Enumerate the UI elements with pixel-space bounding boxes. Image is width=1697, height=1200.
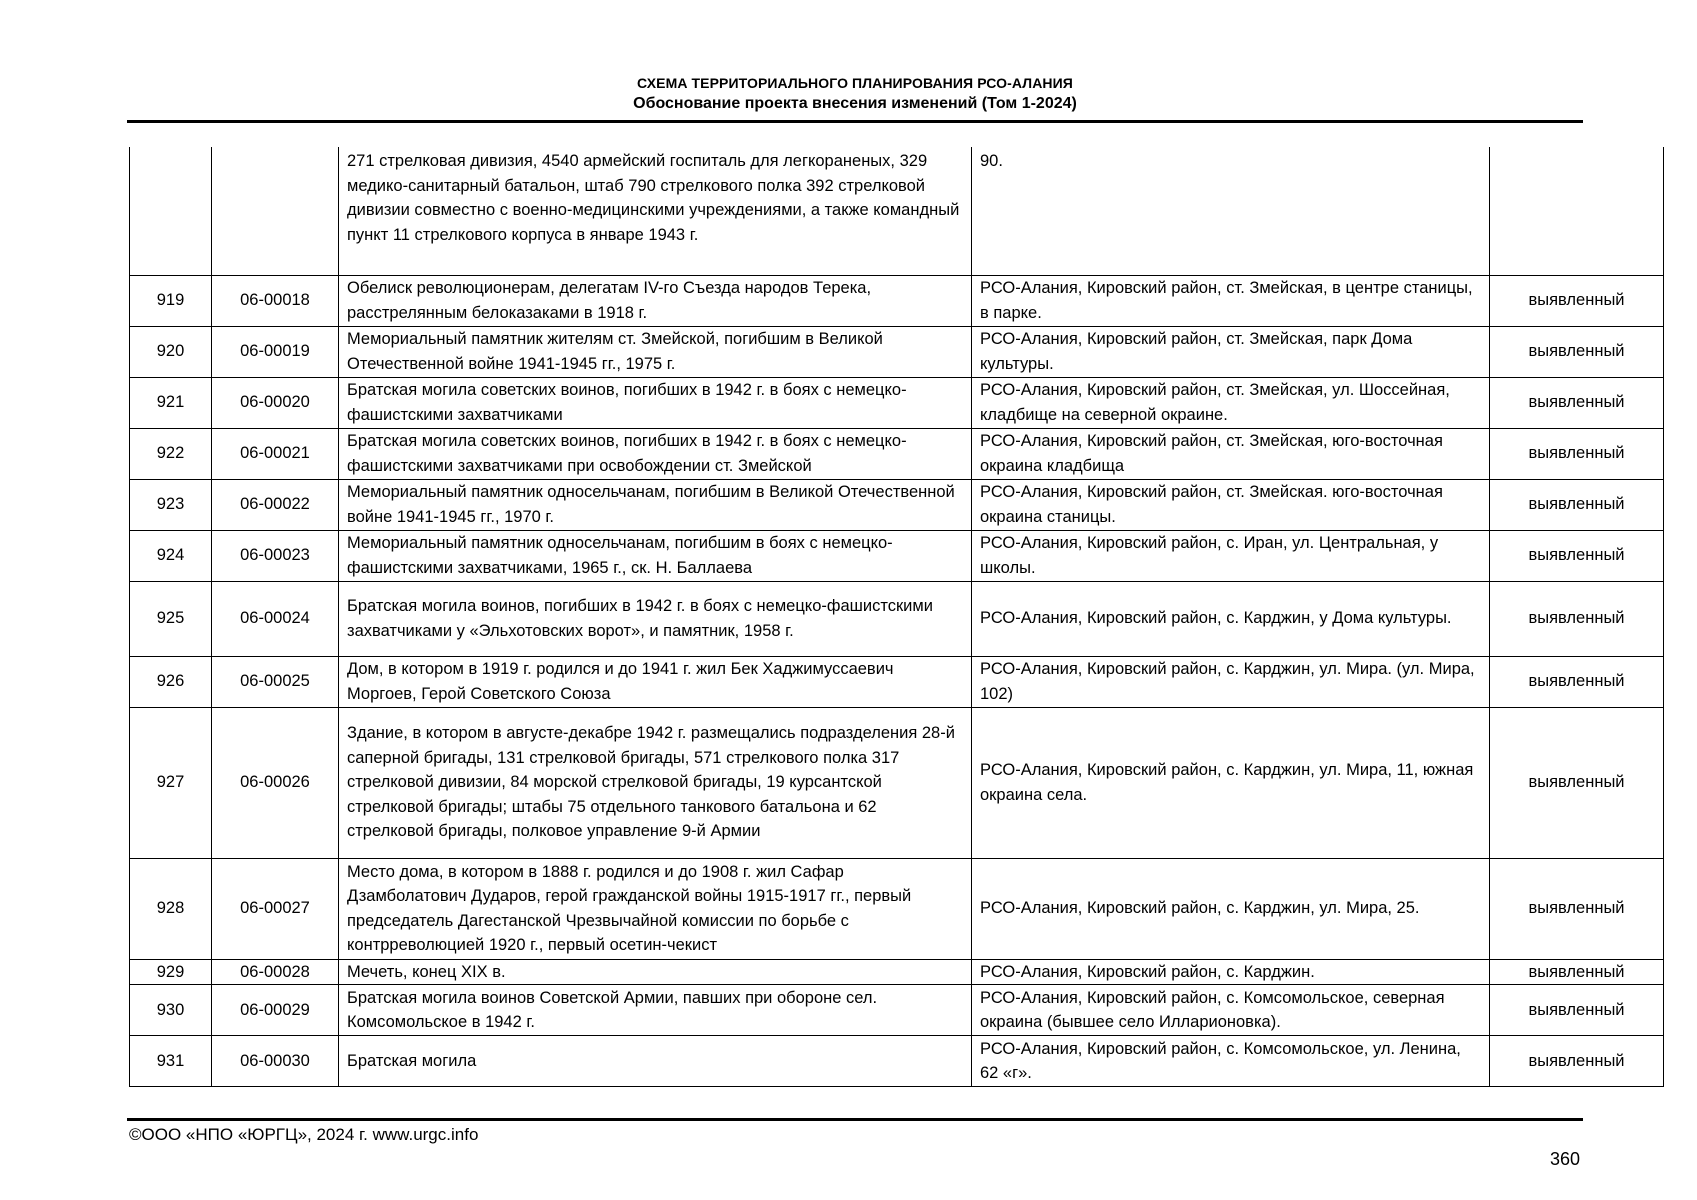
cell-number: 920 [130, 326, 212, 377]
document-subtitle: Обоснование проекта внесения изменений (Том 1-2024) [633, 95, 1077, 112]
cell-address: РСО-Алания, Кировский район, с. Комсомольское, северная окраина (бывшее село Илларионовка). [972, 985, 1490, 1036]
cell-number: 931 [130, 1036, 212, 1087]
cell-code: 06-00029 [212, 985, 339, 1036]
cell-code: 06-00021 [212, 428, 339, 479]
register-table-body [130, 147, 1664, 1087]
cell-object-name: Братская могила советских воинов, погибших в 1942 г. в боях с немецко-фашистскими захватчиками [339, 377, 972, 428]
table-row [130, 326, 1664, 377]
cell-status: выявленный [1490, 858, 1664, 959]
cell-number: 930 [130, 985, 212, 1036]
table-row-continuation [130, 147, 1664, 275]
cell-address: РСО-Алания, Кировский район, ст. Змейская. юго-восточная окраина станицы. [972, 479, 1490, 530]
cell-status [1490, 147, 1664, 275]
cell-status: выявленный [1490, 479, 1664, 530]
document-title: СХЕМА ТЕРРИТОРИАЛЬНОГО ПЛАНИРОВАНИЯ РСО-АЛАНИЯ [637, 75, 1073, 91]
cell-address: РСО-Алания, Кировский район, ст. Змейская, в центре станицы, в парке. [972, 275, 1490, 326]
cell-number: 925 [130, 581, 212, 656]
table-row [130, 581, 1664, 656]
heritage-register-table [129, 147, 1664, 1087]
cell-status: выявленный [1490, 377, 1664, 428]
cell-number: 921 [130, 377, 212, 428]
cell-status: выявленный [1490, 428, 1664, 479]
cell-object-name: Братская могила воинов, погибших в 1942 г. в боях с немецко-фашистскими захватчиками у «Эльхотовских ворот», и памятник, 1958 г. [339, 581, 972, 656]
cell-number: 929 [130, 959, 212, 985]
cell-number: 928 [130, 858, 212, 959]
cell-code: 06-00027 [212, 858, 339, 959]
footer-divider [127, 1118, 1583, 1121]
cell-object-name: Мемориальный памятник жителям ст. Змейской, погибшим в Великой Отечественной войне 1941-1945 гг., 1975 г. [339, 326, 972, 377]
cell-code: 06-00024 [212, 581, 339, 656]
cell-code: 06-00025 [212, 656, 339, 707]
cell-number: 926 [130, 656, 212, 707]
cell-number: 924 [130, 530, 212, 581]
page-number: 360 [1549, 1149, 1580, 1169]
cell-address: РСО-Алания, Кировский район, ст. Змейская, ул. Шоссейная, кладбище на северной окраине. [972, 377, 1490, 428]
cell-object-name: Место дома, в котором в 1888 г. родился и до 1908 г. жил Сафар Дзамболатович Дударов, герой гражданской войны 1915-1917 гг., первый председатель Дагестанской Чрезвычайной комиссии по борьбе с контрреволюцией 1920 г., первый осетин-чекист [339, 858, 972, 959]
cell-code: 06-00030 [212, 1036, 339, 1087]
cell-address: РСО-Алания, Кировский район, с. Карджин, ул. Мира. (ул. Мира, 102) [972, 656, 1490, 707]
cell-number [130, 147, 212, 275]
cell-code: 06-00022 [212, 479, 339, 530]
header-divider [127, 120, 1583, 123]
cell-code: 06-00020 [212, 377, 339, 428]
cell-address: РСО-Алания, Кировский район, ст. Змейская, юго-восточная окраина кладбища [972, 428, 1490, 479]
cell-object-name: Здание, в котором в августе-декабре 1942 г. размещались подразделения 28-й саперной бригады, 131 стрелковой бригады, 571 стрелкового полка 317 стрелковой дивизии, 84 морской стрелковой бригады, 19 курсантской стрелковой бригады; штабы 75 отдельного танкового батальона и 62 стрелковой бригады, полковое управление 9-й Армии [339, 707, 972, 858]
cell-address: РСО-Алания, Кировский район, с. Карджин. [972, 959, 1490, 985]
cell-code: 06-00023 [212, 530, 339, 581]
cell-object-name: Братская могила советских воинов, погибших в 1942 г. в боях с немецко-фашистскими захватчиками при освобождении ст. Змейской [339, 428, 972, 479]
footer-copyright: ©ООО «НПО «ЮРГЦ», 2024 г. www.urgc.info [129, 1125, 479, 1144]
table-row [130, 985, 1664, 1036]
cell-address: 90. [972, 147, 1490, 275]
cell-number: 927 [130, 707, 212, 858]
cell-status: выявленный [1490, 656, 1664, 707]
cell-status: выявленный [1490, 959, 1664, 985]
cell-object-name: Дом, в котором в 1919 г. родился и до 1941 г. жил Бек Хаджимуссаевич Моргоев, Герой Советского Союза [339, 656, 972, 707]
table-row [130, 377, 1664, 428]
cell-status: выявленный [1490, 581, 1664, 656]
cell-address: РСО-Алания, Кировский район, ст. Змейская, парк Дома культуры. [972, 326, 1490, 377]
cell-code [212, 147, 339, 275]
cell-number: 919 [130, 275, 212, 326]
cell-code: 06-00028 [212, 959, 339, 985]
cell-address: РСО-Алания, Кировский район, с. Карджин, ул. Мира, 25. [972, 858, 1490, 959]
cell-status: выявленный [1490, 275, 1664, 326]
cell-number: 922 [130, 428, 212, 479]
table-row [130, 530, 1664, 581]
table-row [130, 428, 1664, 479]
cell-object-name: Мемориальный памятник односельчанам, погибшим в боях с немецко-фашистскими захватчиками, 1965 г., ск. Н. Баллаева [339, 530, 972, 581]
cell-status: выявленный [1490, 985, 1664, 1036]
table-row [130, 275, 1664, 326]
cell-address: РСО-Алания, Кировский район, с. Карджин, у Дома культуры. [972, 581, 1490, 656]
cell-code: 06-00018 [212, 275, 339, 326]
cell-address: РСО-Алания, Кировский район, с. Комсомольское, ул. Ленина, 62 «г». [972, 1036, 1490, 1087]
cell-object-name: Братская могила [339, 1036, 972, 1087]
document-header [127, 73, 1583, 115]
table-row [130, 656, 1664, 707]
cell-status: выявленный [1490, 1036, 1664, 1087]
cell-status: выявленный [1490, 326, 1664, 377]
cell-address: РСО-Алания, Кировский район, с. Карджин, ул. Мира, 11, южная окраина села. [972, 707, 1490, 858]
cell-object-name: 271 стрелковая дивизия, 4540 армейский госпиталь для легкораненых, 329 медико-санитарный батальон, штаб 790 стрелкового полка 392 стрелковой дивизии совместно с военно-медицинскими учреждениями, а также командный пункт 11 стрелкового корпуса в январе 1943 г. [339, 147, 972, 275]
cell-code: 06-00019 [212, 326, 339, 377]
cell-object-name: Мемориальный памятник односельчанам, погибшим в Великой Отечественной войне 1941-1945 гг., 1970 г. [339, 479, 972, 530]
table-row [130, 707, 1664, 858]
cell-object-name: Мечеть, конец XIX в. [339, 959, 972, 985]
cell-code: 06-00026 [212, 707, 339, 858]
cell-object-name: Братская могила воинов Советской Армии, павших при обороне сел. Комсомольское в 1942 г. [339, 985, 972, 1036]
cell-object-name: Обелиск революционерам, делегатам IV-го Съезда народов Терека, расстрелянным белоказаками в 1918 г. [339, 275, 972, 326]
table-row [130, 858, 1664, 959]
cell-status: выявленный [1490, 530, 1664, 581]
cell-status: выявленный [1490, 707, 1664, 858]
table-row [130, 479, 1664, 530]
cell-number: 923 [130, 479, 212, 530]
table-row [130, 959, 1664, 985]
cell-address: РСО-Алания, Кировский район, с. Иран, ул. Центральная, у школы. [972, 530, 1490, 581]
table-row [130, 1036, 1664, 1087]
